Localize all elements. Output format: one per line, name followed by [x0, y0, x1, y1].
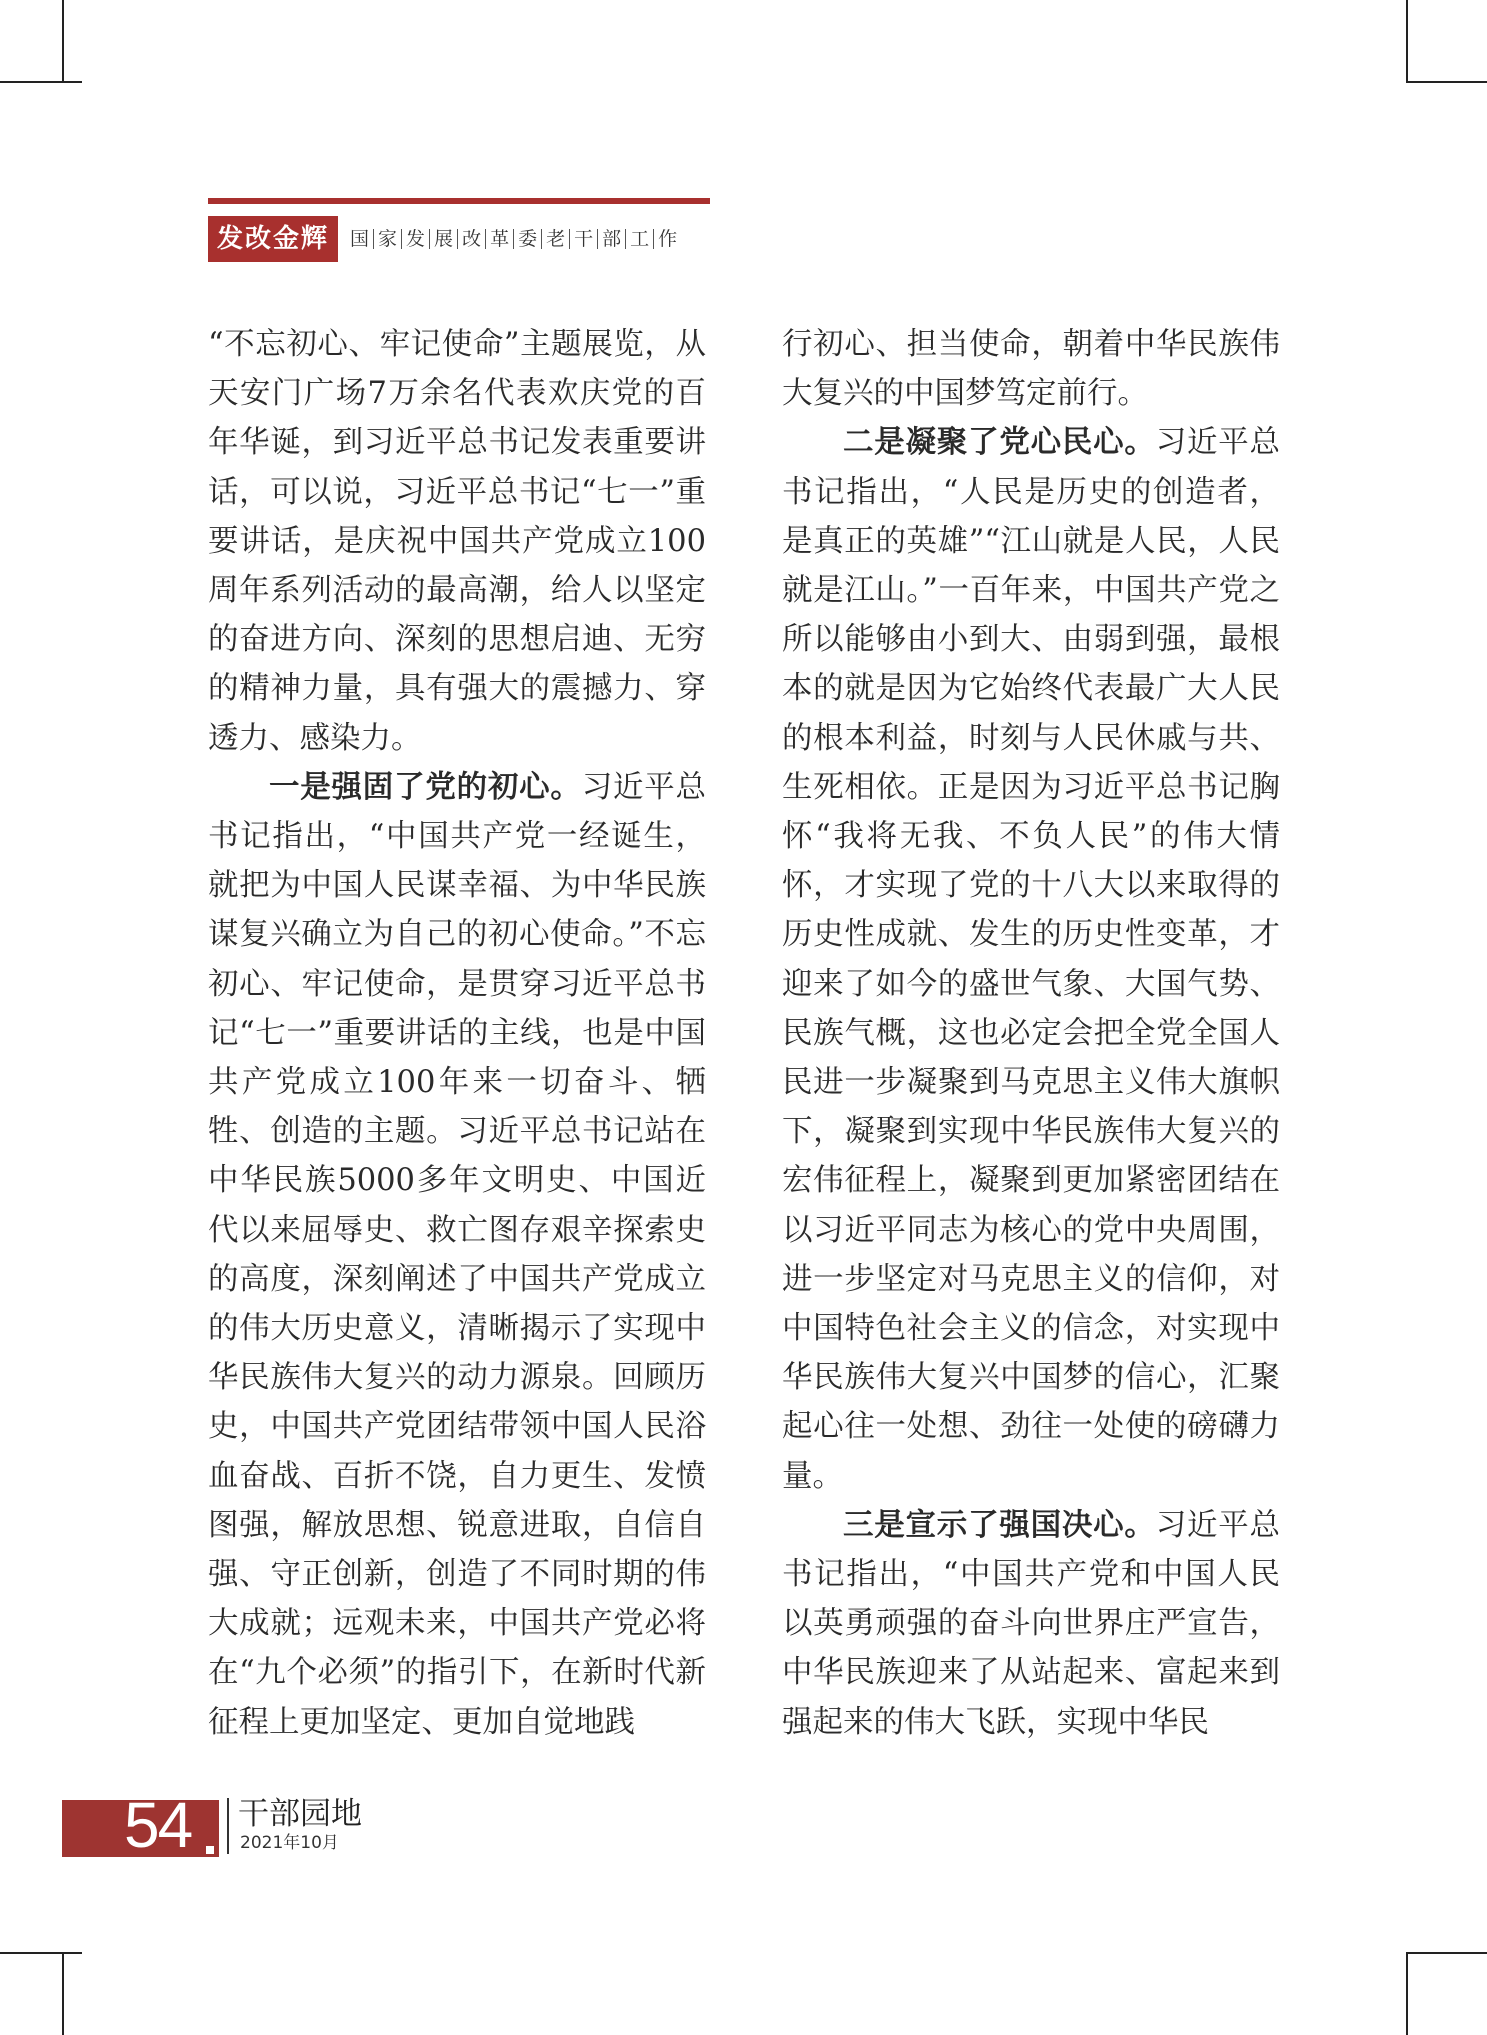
paragraph-text: 习近平总书记指出，“中国共产党一经诞生，就把为中国人民谋幸福、为中华民族谋复兴确立为自己的初心使命。”不忘初心、牢记使命，是贯穿习近平总书记“七一”重要讲话的主线，也是中国共产党成立100年来一切奋斗、牺牲、创造的主题。习近平总书记站在中华民族5000多年文明史、中国近代以来屈辱史、救亡图存艰辛探索史的高度，深刻阐述了中国共产党成立的伟大历史意义，清晰揭示了实现中华民族伟大复兴的动力源泉。回顾历史，中国共产党团结带领中国人民浴血奋战、百折不饶，自力更生、发愤图强，解放思想、锐意进取，自信自强、守正创新，创造了不同时期的伟大成就；远观未来，中国共产党必将在“九个必须”的指引下，在新时代新征程上更加坚定、更加自觉地践 [208, 769, 707, 1740]
crop-mark [62, 1952, 64, 2035]
subtitle-char: 工 [625, 229, 653, 249]
paragraph [208, 320, 706, 763]
paragraph-text: “不忘初心、牢记使命”主题展览，从天安门广场7万余名代表欢庆党的百年华诞，到习近平总书记发表重要讲话，可以说，习近平总书记“七一”重要讲话，是庆祝中国共产党成立100周年系列活动的最高潮，给人以坚定的奋进方向、深刻的思想启迪、无穷的精神力量，具有强大的震撼力、穿透力、感染力。 [208, 327, 706, 756]
subtitle-char: 家 [373, 229, 401, 249]
issue-date: 2021年10月 [240, 1833, 339, 1853]
paragraph [782, 418, 1280, 1500]
crop-mark [1406, 0, 1408, 82]
page-number-dot [206, 1846, 214, 1854]
paragraph-text: 行初心、担当使命，朝着中华民族伟大复兴的中国梦笃定前行。 [782, 327, 1280, 412]
paragraph [782, 1501, 1280, 1747]
subtitle-char: 部 [597, 229, 625, 249]
paragraph-text: 习近平总书记指出，“人民是历史的创造者，是真正的英雄”“江山就是人民，人民就是江山。”一百年来，中国共产党之所以能够由小到大、由弱到强，最根本的就是因为它始终代表最广大人民的根本利益，时刻与人民休戚与共、生死相依。正是因为习近平总书记胸怀“我将无我、不负人民”的伟大情怀，才实现了党的十八大以来取得的历史性成就、发生的历史性变革，才迎来了如今的盛世气象、大国气势、民族气概，这也必定会把全党全国人民进一步凝聚到马克思主义伟大旗帜下，凝聚到实现中华民族伟大复兴的宏伟征程上，凝聚到更加紧密团结在以习近平同志为核心的党中央周围，进一步坚定对马克思主义的信仰，对中国特色社会主义的信念，对实现中华民族伟大复兴中国梦的信心，汇聚起心往一处想、劲往一处使的磅礴力量。 [782, 425, 1281, 1494]
subtitle-char: 干 [569, 229, 597, 249]
header-rule [208, 198, 710, 204]
subtitle-char: 国 [350, 228, 370, 250]
subtitle-char: 作 [653, 229, 681, 249]
article-column-right [782, 320, 1280, 1747]
subtitle-char: 展 [429, 229, 457, 249]
footer-divider [227, 1798, 229, 1854]
column-subtitle [350, 216, 681, 262]
brand-logo: 发改金辉 [208, 216, 338, 262]
paragraph-lead: 二是凝聚了党心民心。 [843, 424, 1156, 461]
subtitle-char: 改 [457, 229, 485, 249]
paragraph [782, 320, 1280, 418]
page-number: 54 [124, 1789, 192, 1861]
subtitle-char: 老 [541, 229, 569, 249]
paragraph-lead: 三是宣示了强国决心。 [843, 1506, 1156, 1543]
subtitle-char: 革 [485, 229, 513, 249]
subtitle-char: 委 [513, 229, 541, 249]
crop-mark [0, 1952, 82, 1954]
crop-mark [1406, 1952, 1408, 2035]
crop-mark [62, 0, 64, 82]
crop-mark [1406, 1952, 1487, 1954]
article-column-left [208, 320, 706, 1747]
paragraph [208, 763, 706, 1747]
subtitle-char: 发 [401, 229, 429, 249]
magazine-title: 干部园地 [238, 1796, 362, 1832]
paragraph-text: 习近平总书记指出，“中国共产党和中国人民以英勇顽强的奋斗向世界庄严宣告，中华民族迎来了从站起来、富起来到强起来的伟大飞跃，实现中华民 [782, 1507, 1281, 1740]
paragraph-lead: 一是强固了党的初心。 [269, 768, 582, 805]
crop-mark [1406, 81, 1487, 83]
crop-mark [0, 81, 82, 83]
